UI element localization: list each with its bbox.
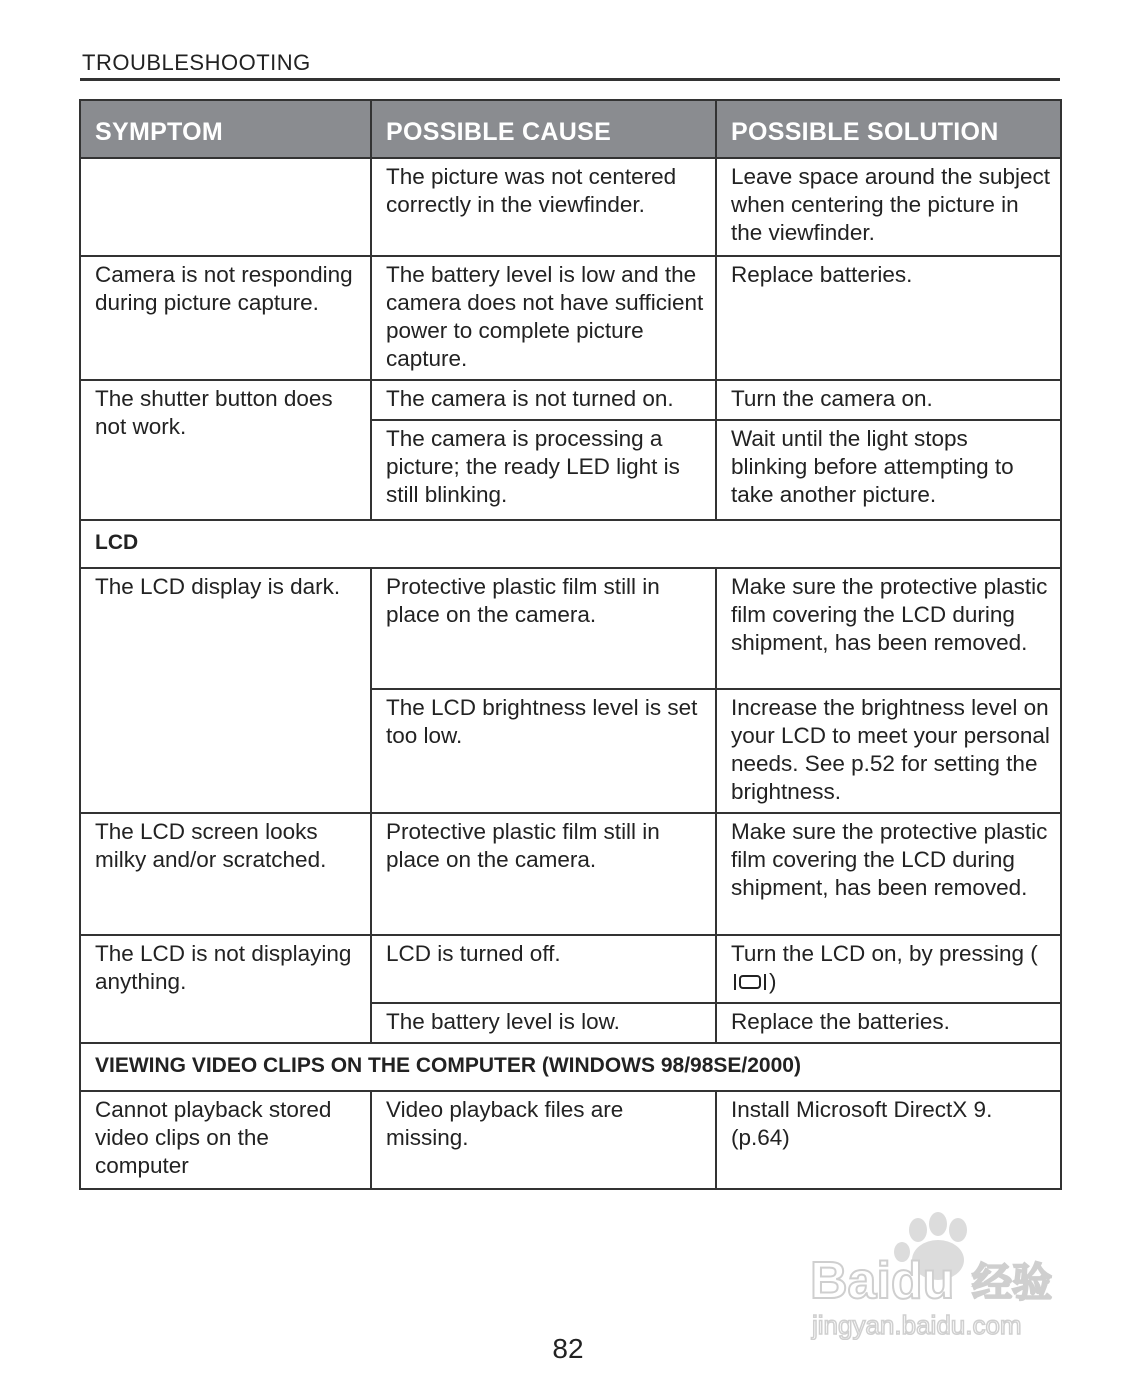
symptom-cell: Cannot playback stored video clips on the computer: [80, 1091, 371, 1189]
solution-text-suffix: ): [769, 969, 777, 994]
cause-cell: Protective plastic film still in place on the camera.: [371, 813, 716, 935]
page-number: 82: [552, 1333, 584, 1364]
symptom-cell: Camera is not responding during picture capture.: [80, 256, 371, 380]
heading-divider: [80, 78, 1060, 81]
column-header-cause: POSSIBLE CAUSE: [371, 100, 716, 158]
table-row: [80, 1091, 1061, 1189]
category-lcd: LCD: [80, 520, 1061, 568]
solution-cell: [716, 935, 1061, 1003]
solution-cell: Leave space around the subject when centering the picture in the viewfinder.: [716, 158, 1061, 256]
cause-cell: Protective plastic film still in place on the camera.: [371, 568, 716, 689]
symptom-cell: The LCD screen looks milky and/or scratched.: [80, 813, 371, 935]
symptom-cell: The LCD display is dark.: [80, 568, 371, 813]
solution-cell: Wait until the light stops blinking before attempting to take another picture.: [716, 420, 1061, 520]
watermark-brand: Baidu: [810, 1252, 955, 1310]
lcd-display-button-icon: [733, 972, 767, 992]
cause-cell: The camera is processing a picture; the ready LED light is still blinking.: [371, 420, 716, 520]
table-row: [80, 813, 1061, 935]
solution-cell: Replace the batteries.: [716, 1003, 1061, 1043]
solution-cell: Make sure the protective plastic film covering the LCD during shipment, has been removed.: [716, 813, 1061, 935]
watermark-brand-cn: 经验: [972, 1260, 1052, 1306]
category-row: [80, 520, 1061, 568]
solution-cell: Turn the camera on.: [716, 380, 1061, 420]
symptom-cell: The shutter button does not work.: [80, 380, 371, 520]
category-video: VIEWING VIDEO CLIPS ON THE COMPUTER (WINDOWS 98/98SE/2000): [80, 1043, 1061, 1091]
troubleshooting-table: [79, 99, 1062, 1190]
table-row: [80, 158, 1061, 256]
table-row: [80, 568, 1061, 689]
cause-cell: LCD is turned off.: [371, 935, 716, 1003]
category-row: [80, 1043, 1061, 1091]
table-row: [80, 935, 1061, 1003]
column-header-solution: POSSIBLE SOLUTION: [716, 100, 1061, 158]
solution-text: Turn the LCD on, by pressing (: [731, 941, 1038, 966]
symptom-cell: The LCD is not displaying anything.: [80, 935, 371, 1043]
cause-cell: The picture was not centered correctly in the viewfinder.: [371, 158, 716, 256]
symptom-cell: [80, 158, 371, 256]
table-header-row: [80, 100, 1061, 158]
solution-cell: Replace batteries.: [716, 256, 1061, 380]
column-header-symptom: SYMPTOM: [80, 100, 371, 158]
solution-cell: Make sure the protective plastic film covering the LCD during shipment, has been removed.: [716, 568, 1061, 689]
cause-cell: The battery level is low and the camera does not have sufficient power to complete picture capture.: [371, 256, 716, 380]
solution-cell: Increase the brightness level on your LCD to meet your personal needs. See p.52 for setting the brightness.: [716, 689, 1061, 813]
cause-cell: Video playback files are missing.: [371, 1091, 716, 1189]
cause-cell: The camera is not turned on.: [371, 380, 716, 420]
cause-cell: The battery level is low.: [371, 1003, 716, 1043]
solution-cell: Install Microsoft DirectX 9. (p.64): [716, 1091, 1061, 1189]
table-row: [80, 256, 1061, 380]
baidu-watermark: [800, 1210, 1070, 1340]
cause-cell: The LCD brightness level is set too low.: [371, 689, 716, 813]
watermark-url: jingyan.baidu.com: [812, 1310, 1022, 1340]
table-row: [80, 380, 1061, 420]
section-title: TROUBLESHOOTING: [82, 50, 311, 75]
